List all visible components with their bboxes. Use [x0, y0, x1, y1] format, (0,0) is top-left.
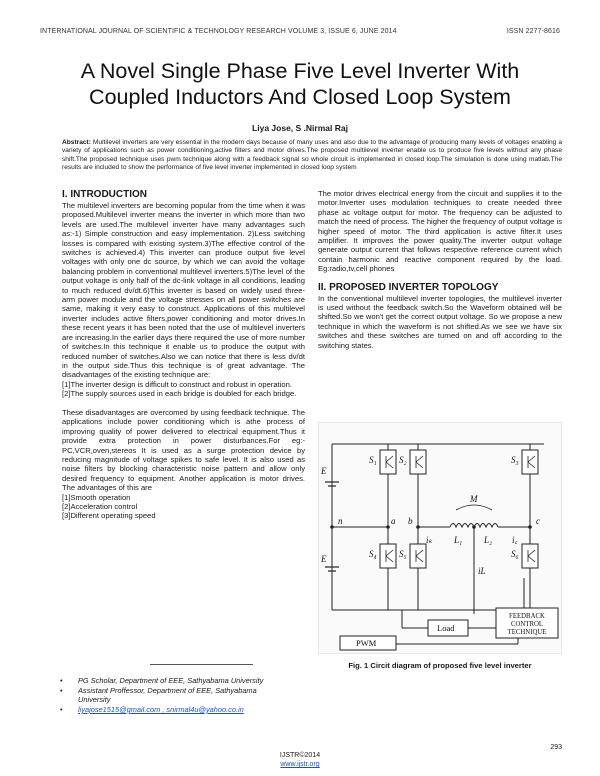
- label-s4: S₄: [369, 549, 377, 559]
- issn-header: ISSN 2277-8616: [506, 28, 560, 35]
- left-column: [62, 189, 305, 521]
- label-node-b: b: [408, 516, 413, 526]
- label-l2: L₂: [484, 535, 493, 545]
- footnote-2-text: Assistant Proffessor, Department of EEE, Sathyabama University: [78, 686, 257, 704]
- bullet-icon: •: [60, 705, 63, 714]
- topology-paragraph: In the conventional multilevel inverter topologies, the multilevel inverter is used without the feedback switch.So the Waveform obtained will be shifted.So we won't get the correct output voltage. So we propose a new technique in which the waveform is not shifted.As we see we have six switches and these switches are turned on and off according to the switching states.: [318, 293, 562, 350]
- bullet-icon: •: [60, 676, 63, 685]
- label-node-a: a: [391, 516, 396, 526]
- label-s2: S₂: [399, 455, 407, 465]
- label-ic: i꜀: [512, 535, 518, 545]
- page-number: 293: [550, 744, 562, 751]
- label-node-c: c: [536, 516, 540, 526]
- intro-heading: I. INTRODUCTION: [62, 189, 147, 200]
- intro-paragraph-2: These disadvantages are overcomed by using feedback technique. The applications include power conditioning which is athe process of improving quality of power delivered to electrical equipment.Thus it provide extra protection in power disturbances.For eg:-PC,VCR,oven,stereos It is used as a surge protection device by reducing magnitude of voltage spikes to safe level. It is also used as noise filters by blocking characteristic noise pattern and allow only desired frequency to equipment. Another application is motor drives. The advantages of this are: [62, 407, 305, 493]
- label-node-n: n: [338, 516, 343, 526]
- disadvantage-2: [2]The supply sources used in each bridge is doubled for each bridge.: [62, 389, 297, 399]
- advantage-3: [3]Different operating speed: [62, 511, 156, 521]
- label-e-top: E: [321, 466, 327, 476]
- label-s5: S₅: [399, 549, 407, 559]
- load-label: Load: [437, 623, 455, 633]
- label-s6: S₆: [511, 549, 519, 559]
- advantage-1: [1]Smooth operation: [62, 492, 131, 502]
- footnotes: [60, 676, 290, 715]
- footnote-2: [60, 686, 290, 704]
- footnote-3: [60, 705, 290, 714]
- label-e-bottom: E: [321, 554, 327, 564]
- topology-heading: II. PROPOSED INVERTER TOPOLOGY: [318, 281, 499, 293]
- label-l1: L₁: [454, 535, 463, 545]
- right-column: [318, 189, 562, 350]
- feedback-label-2: CONTROL: [510, 621, 544, 628]
- footer-website-link[interactable]: www.ijstr.org: [280, 761, 320, 768]
- authors: Liya Jose, S .Nirmal Raj: [252, 123, 348, 133]
- label-ib: iₖ: [426, 535, 433, 545]
- author-emails-link[interactable]: liyajose1515@gmail.com , snirmal4u@yahoo.co.in: [78, 705, 244, 714]
- advantage-2: [2]Acceleration control: [62, 501, 138, 511]
- bullet-icon: •: [60, 686, 63, 695]
- feedback-label-3: TECHNIQUE: [507, 629, 547, 636]
- title-line-1: A Novel Single Phase Five Level Inverter With: [80, 59, 520, 83]
- label-il: iL: [478, 566, 486, 576]
- motor-drives-paragraph: The motor drives electrical energy from the circuit and supplies it to the motor.Inverter uses modulation techniques to create needed three phase ac voltage output for motor. The frequency can be adjusted to match the need of process. The higher the frequency of output voltage is higher speed of motor. The third application is active filter.It uses amplifier. It improves the power quality.The inverter output voltage generate output current that follows respective reference current which contain harmonic and reactive component required by the load. Eg:radio,tv,cell phones: [318, 189, 562, 274]
- footnote-separator: [150, 664, 253, 665]
- feedback-label-1: FEEDBACK: [509, 613, 545, 620]
- label-s1: S₁: [369, 455, 377, 465]
- abstract-text: Multilevel inverters are very essential in the modern days because of many uses and also due to the advantage of producing many levels of voltages enabling a variety of applications such as power conditioning,active filters and motor drives.The proposed multilevel inverter enable us to produce five levels without any phase shift.The proposed technique uses pwm technique along with a feedback signal so whole circuit is implemented in closed loop.The simulation is done using matlab.The results are included to show the performance of five level inverter implemented in closed loop system: [62, 139, 562, 172]
- label-s3: S₃: [511, 455, 519, 465]
- abstract-label: Abstract:: [62, 139, 91, 146]
- circuit-diagram: [318, 422, 562, 654]
- paper-title: [40, 58, 560, 110]
- disadvantage-1: [1]The inverter design is difficult to construct and robust in operation.: [62, 379, 292, 389]
- figure-caption: Fig. 1 Circit diagram of proposed five level inverter: [348, 661, 532, 670]
- footnote-1-text: PG Scholar, Department of EEE, Sathyabama University: [78, 676, 264, 685]
- footer-copyright: IJSTR©2014: [279, 752, 321, 759]
- abstract: [62, 139, 562, 173]
- pwm-label: PWM: [356, 638, 377, 648]
- intro-paragraph-1: The multilevel inverters are becoming popular from the time when it was proposed.Multilevel inverter means the inverter in which more than two levels are used.The multilevel inverter have many advantages such as:-1) Simple construction and easy implementation. 2)Less switching losses is compared with existing system.3)The effective control of the switches is achieved.4) This inverter can produce output five level voltages with only one dc source, by which we can avoid the voltage balancing problem in conventional multilevel inverters.5)The level of the output voltage is only half of the dc-link voltage in all conditions, leading to much reduced dv/dt.6)This inverter is based on widely used three-arm power module and the voltage stresses on all power switches are same, making it very easy to construct. Applications of this multilevel inverter includes active filters,power conditioning and motor drives.In these recent years it has been noted that the use of multilevel inverters are increasing.In the earlier days there required the use of more number of switches.In this technique it enable us to produce the output with reduced number of switches.Also we can notice that there is less dv/dt in the output side.Thus this technique is of great advantage. The disadvantages of the existing technique are:: [62, 201, 305, 380]
- footnote-1: [60, 676, 290, 685]
- journal-header: INTERNATIONAL JOURNAL OF SCIENTIFIC & TECHNOLOGY RESEARCH VOLUME 3, ISSUE 6, JUNE 2014: [40, 28, 397, 35]
- label-m: M: [470, 494, 478, 504]
- title-line-2: Coupled Inductors And Closed Loop System: [89, 85, 511, 109]
